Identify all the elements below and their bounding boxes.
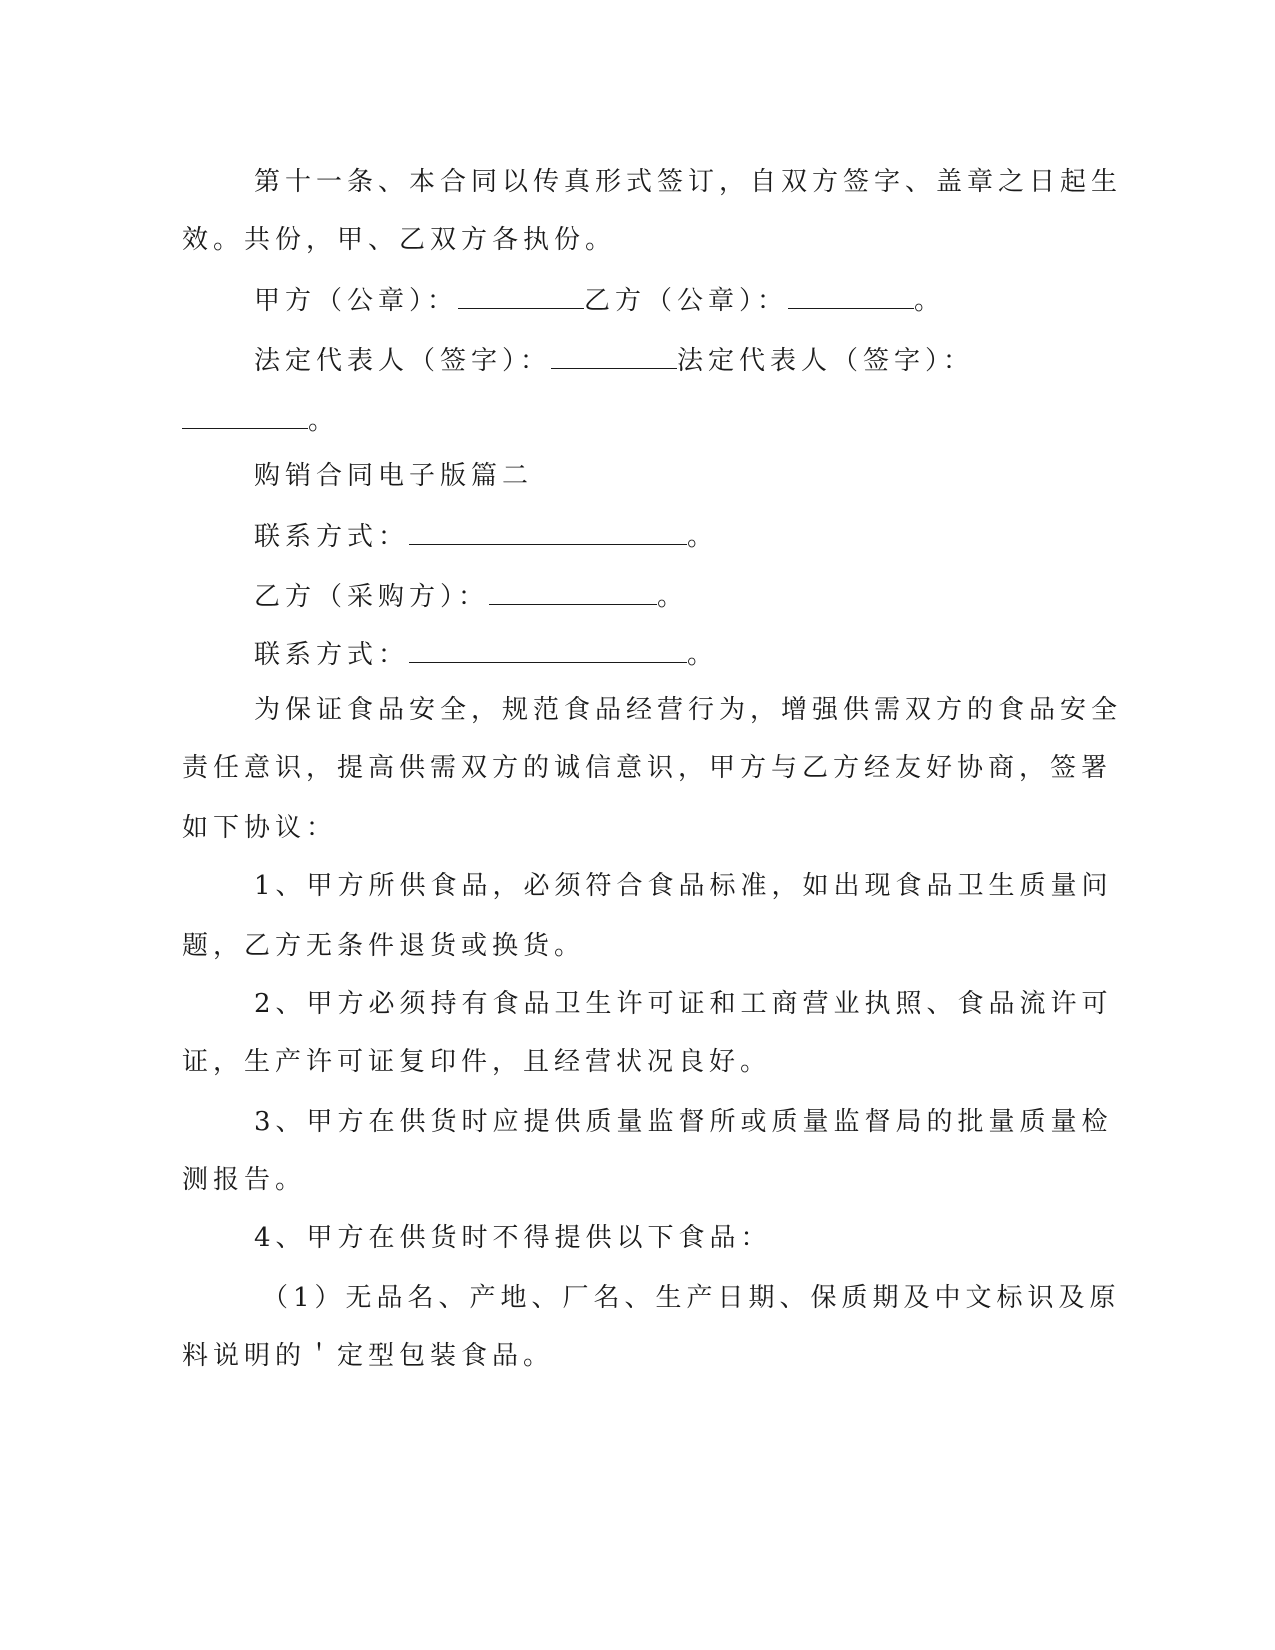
legal-rep-b-label: 法定代表人（签字）： [677, 346, 975, 376]
contact-label: 联系方式： [254, 522, 410, 552]
party-b-buyer-blank [489, 576, 657, 605]
item-4: 4、甲方在供货时不得提供以下食品： [254, 1223, 772, 1253]
item-1-line-1: 1、甲方所供食品，必须符合食品标准，如出现食品卫生质量问 [254, 871, 1113, 901]
party-seal-line [254, 280, 945, 316]
sub-item-1-line-2: 料说明的＇定型包装食品。 [182, 1341, 555, 1371]
intro-line-2: 责任意识，提高供需双方的诚信意识，甲方与乙方经友好协商，签署 [182, 753, 1113, 783]
item-2-line-1: 2、甲方必须持有食品卫生许可证和工商营业执照、食品流许可 [254, 989, 1113, 1019]
contact-label-2: 联系方式： [254, 640, 410, 670]
item-3-line-2: 测报告。 [182, 1165, 307, 1195]
end-mark: 。 [914, 286, 946, 316]
legal-rep-line [254, 340, 974, 376]
legal-rep-b-line [182, 400, 339, 436]
party-a-seal-blank [458, 280, 584, 309]
legal-rep-a-blank [551, 340, 677, 369]
legal-rep-b-blank [182, 400, 308, 429]
party-b-seal-label: 乙方（公章）： [584, 286, 789, 316]
contact-blank [409, 516, 687, 545]
article-11-line-1: 第十一条、本合同以传真形式签订，自双方签字、盖章之日起生 [254, 167, 1123, 197]
end-mark: 。 [308, 406, 340, 436]
party-b-buyer-line [254, 576, 688, 612]
end-mark: 。 [657, 582, 689, 612]
party-b-seal-blank [788, 280, 914, 309]
intro-line-3: 如下协议： [182, 813, 338, 843]
intro-line-1: 为保证食品安全，规范食品经营行为，增强供需双方的食品安全 [254, 695, 1123, 725]
item-2-line-2: 证，生产许可证复印件，且经营状况良好。 [182, 1047, 772, 1077]
party-a-seal-label: 甲方（公章）： [254, 286, 459, 316]
end-mark: 。 [687, 640, 719, 670]
article-11-line-2: 效。共份，甲、乙双方各执份。 [182, 225, 617, 255]
item-3-line-1: 3、甲方在供货时应提供质量监督所或质量监督局的批量质量检 [254, 1107, 1113, 1137]
end-mark: 。 [687, 522, 719, 552]
contact-line-1 [254, 516, 718, 552]
sub-item-1-line-1: （1）无品名、产地、厂名、生产日期、保质期及中文标识及原 [262, 1283, 1121, 1313]
contact-line-2 [254, 634, 718, 670]
contact-blank-2 [409, 634, 687, 663]
section-title: 购销合同电子版篇二 [254, 461, 534, 491]
party-b-buyer-label: 乙方（采购方）： [254, 582, 490, 612]
item-1-line-2: 题，乙方无条件退货或换货。 [182, 931, 586, 961]
legal-rep-a-label: 法定代表人（签字）： [254, 346, 552, 376]
